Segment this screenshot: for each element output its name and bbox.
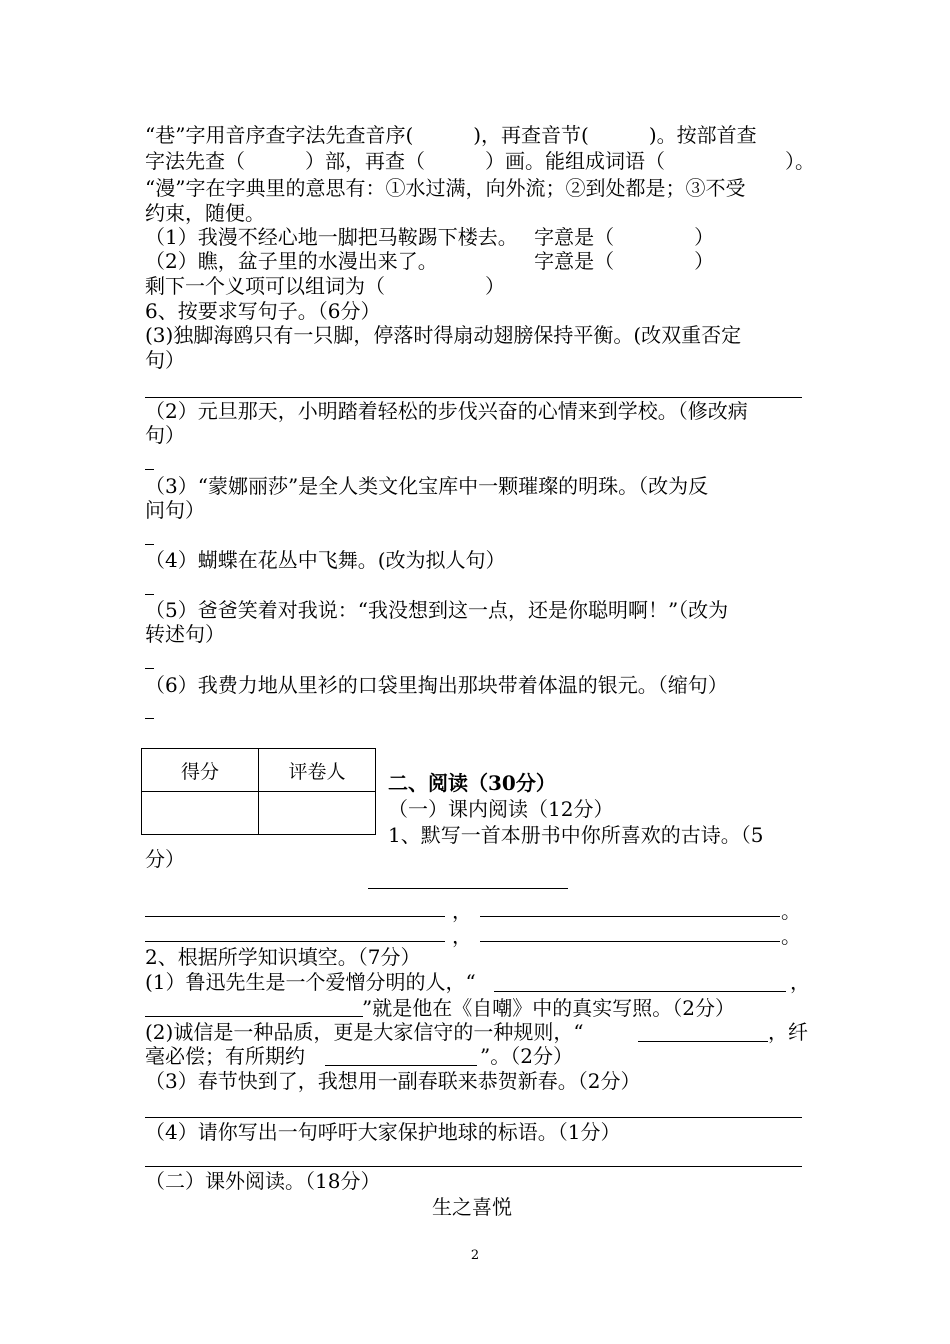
answer-dash[interactable] <box>145 469 154 470</box>
comma: ， <box>452 924 472 948</box>
story-title: 生之喜悦 <box>432 1195 512 1219</box>
answer-dash[interactable] <box>145 718 154 719</box>
text-line: ，纤 <box>768 1020 808 1044</box>
text-line: (2)诚信是一种品质，更是大家信守的一种规则，“ <box>145 1020 584 1044</box>
text-line: “巷”字用音序查字法先查音序( )，再查音节( )。按部首查 <box>145 123 757 147</box>
text-line: （3）春节快到了，我想用一副春联来恭贺新春。（2分） <box>145 1069 641 1093</box>
fill-blank[interactable] <box>638 1041 768 1042</box>
text-line: 2、根据所学知识填空。（7分） <box>145 945 421 969</box>
grader-header: 评卷人 <box>259 749 376 792</box>
score-header: 得分 <box>142 749 259 792</box>
text-line: 约束，随便。 <box>145 201 265 225</box>
text-line: （二）课外阅读。（18分） <box>145 1169 381 1193</box>
text-line: （5）爸爸笑着对我说：“我没想到这一点，还是你聪明啊！”（改为 <box>145 598 729 622</box>
text-line: 毫必偿；有所期约 <box>145 1044 305 1068</box>
answer-dash[interactable] <box>145 668 154 669</box>
page-number: 2 <box>470 1248 480 1263</box>
text-line: ”就是他在《自嘲》中的真实写照。（2分） <box>362 996 735 1020</box>
text-line: “漫”字在字典里的意思有：①水过满，向外流；②到处都是；③不受 <box>145 176 746 200</box>
text-line: 分） <box>145 847 185 871</box>
text-line: (1）鲁迅先生是一个爱憎分明的人，“ <box>145 970 476 994</box>
answer-line[interactable] <box>145 1117 802 1118</box>
text-line: （2）元旦那天，小明踏着轻松的步伐兴奋的心情来到学校。（修改病 <box>145 399 748 423</box>
fill-blank[interactable] <box>494 991 786 992</box>
fill-blank[interactable] <box>325 1065 477 1066</box>
fill-blank[interactable] <box>145 1016 363 1017</box>
text-line: 字法先查（ ）部，再查（ ）画。能组成词语（ ）。 <box>145 149 815 173</box>
text-line: （6）我费力地从里衫的口袋里掏出那块带着体温的银元。（缩句） <box>145 673 728 697</box>
section-title: 二、阅读（30分） <box>388 771 556 795</box>
poem-line[interactable] <box>145 916 445 917</box>
text-line: （2）瞧，盆子里的水漫出来了。 字意是（ ） <box>145 249 715 273</box>
answer-line[interactable] <box>145 397 802 398</box>
comma: ， <box>452 899 472 923</box>
score-cell[interactable] <box>142 792 259 835</box>
text-line: (3)独脚海鸥只有一只脚，停落时得扇动翅膀保持平衡。(改双重否定 <box>145 323 742 347</box>
poem-line[interactable] <box>480 941 780 942</box>
text-line: ”。（2分） <box>480 1044 573 1068</box>
text-line: （4）请你写出一句呼吁大家保护地球的标语。（1分） <box>145 1120 621 1144</box>
period: 。 <box>781 924 801 948</box>
text-line: （3）“蒙娜丽莎”是全人类文化宝库中一颗璀璨的明珠。（改为反 <box>145 474 709 498</box>
text-line: （一）课内阅读（12分） <box>388 797 614 821</box>
answer-dash[interactable] <box>145 544 154 545</box>
poem-line[interactable] <box>480 916 780 917</box>
score-table <box>141 748 376 835</box>
text-line: 6、按要求写句子。（6分） <box>145 299 381 323</box>
text-line: 句） <box>145 348 185 372</box>
poem-title-line[interactable] <box>368 888 568 889</box>
poem-line[interactable] <box>145 941 445 942</box>
answer-line[interactable] <box>145 1166 802 1167</box>
text-line: （1）我漫不经心地一脚把马鞍踢下楼去。 字意是（ ） <box>145 225 715 249</box>
text-line: 剩下一个义项可以组词为（ ） <box>145 274 505 298</box>
answer-dash[interactable] <box>145 594 154 595</box>
grader-cell[interactable] <box>259 792 376 835</box>
text-line: 1、默写一首本册书中你所喜欢的古诗。（5 <box>388 823 764 847</box>
text-line: （4）蝴蝶在花丛中飞舞。(改为拟人句） <box>145 548 506 572</box>
text-line: 转述句） <box>145 622 225 646</box>
comma: ， <box>790 970 810 994</box>
text-line: 句） <box>145 423 185 447</box>
text-line: 问句） <box>145 498 205 522</box>
period: 。 <box>781 899 801 923</box>
